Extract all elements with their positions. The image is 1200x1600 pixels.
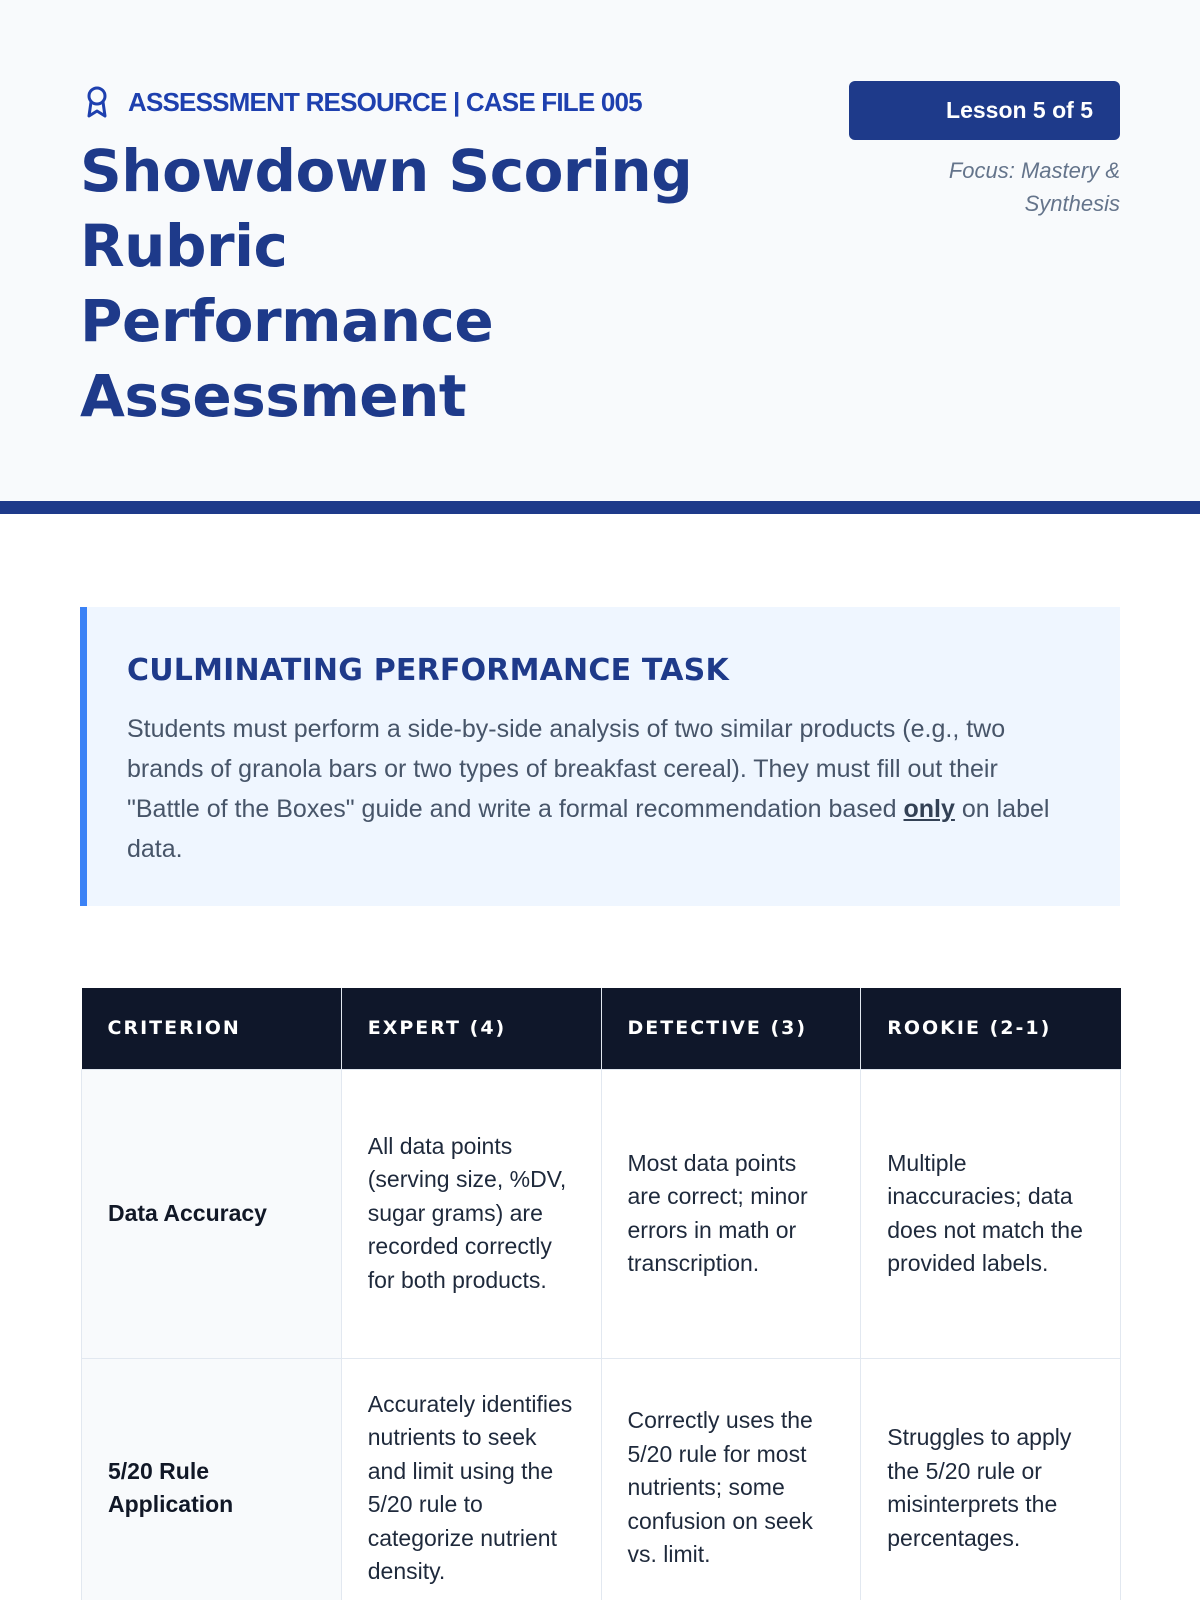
lesson-badge: Lesson 5 of 5 <box>849 81 1120 140</box>
task-body-text: Students must perform a side-by-side analysis of two similar products (e.g., two brands of granola bars or two types of breakfast cereal). They must fill out their "Battle of the Boxes" guide and write a formal recommendation based <box>127 715 1006 823</box>
task-body-emphasis: only <box>903 795 955 823</box>
table-row <box>82 1069 1121 1358</box>
detective-cell: Correctly uses the 5/20 rule for most nutrients; some confusion on seek vs. limit. <box>601 1358 861 1600</box>
criterion-cell: 5/20 Rule Application <box>82 1358 342 1600</box>
rubric-table <box>81 988 1121 1600</box>
column-header-rookie: ROOKIE (2-1) <box>861 988 1121 1069</box>
rookie-cell: Struggles to apply the 5/20 rule or misinterprets the percentages. <box>861 1358 1121 1600</box>
focus-note: Focus: Mastery & Synthesis <box>948 158 1120 216</box>
column-header-expert: EXPERT (4) <box>341 988 601 1069</box>
title-line: Performance <box>80 287 494 355</box>
page-header <box>0 0 1200 514</box>
column-header-detective: DETECTIVE (3) <box>601 988 861 1069</box>
criterion-cell: Data Accuracy <box>82 1069 342 1358</box>
performance-task-callout <box>80 607 1120 906</box>
page-title <box>80 134 780 434</box>
expert-cell: Accurately identifies nutrients to seek and limit using the 5/20 rule to categorize nutrient density. <box>341 1358 601 1600</box>
task-body <box>127 709 1067 869</box>
detective-cell: Most data points are correct; minor errors in math or transcription. <box>601 1069 861 1358</box>
title-line: Rubric <box>80 212 288 280</box>
expert-cell: All data points (serving size, %DV, sugar grams) are recorded correctly for both products. <box>341 1069 601 1358</box>
column-header-criterion: CRITERION <box>82 988 342 1069</box>
eyebrow <box>82 84 642 120</box>
table-row <box>82 1358 1121 1600</box>
award-ribbon-icon <box>82 84 112 120</box>
task-title: CULMINATING PERFORMANCE TASK <box>127 653 729 688</box>
task-body-text-end: on label data. <box>127 795 1050 863</box>
table-header-row <box>82 988 1121 1069</box>
title-line: Assessment <box>80 362 467 430</box>
title-line: Showdown Scoring <box>80 137 693 205</box>
eyebrow-text: ASSESSMENT RESOURCE | CASE FILE 005 <box>128 86 642 117</box>
rookie-cell: Multiple inaccuracies; data does not match the provided labels. <box>861 1069 1121 1358</box>
